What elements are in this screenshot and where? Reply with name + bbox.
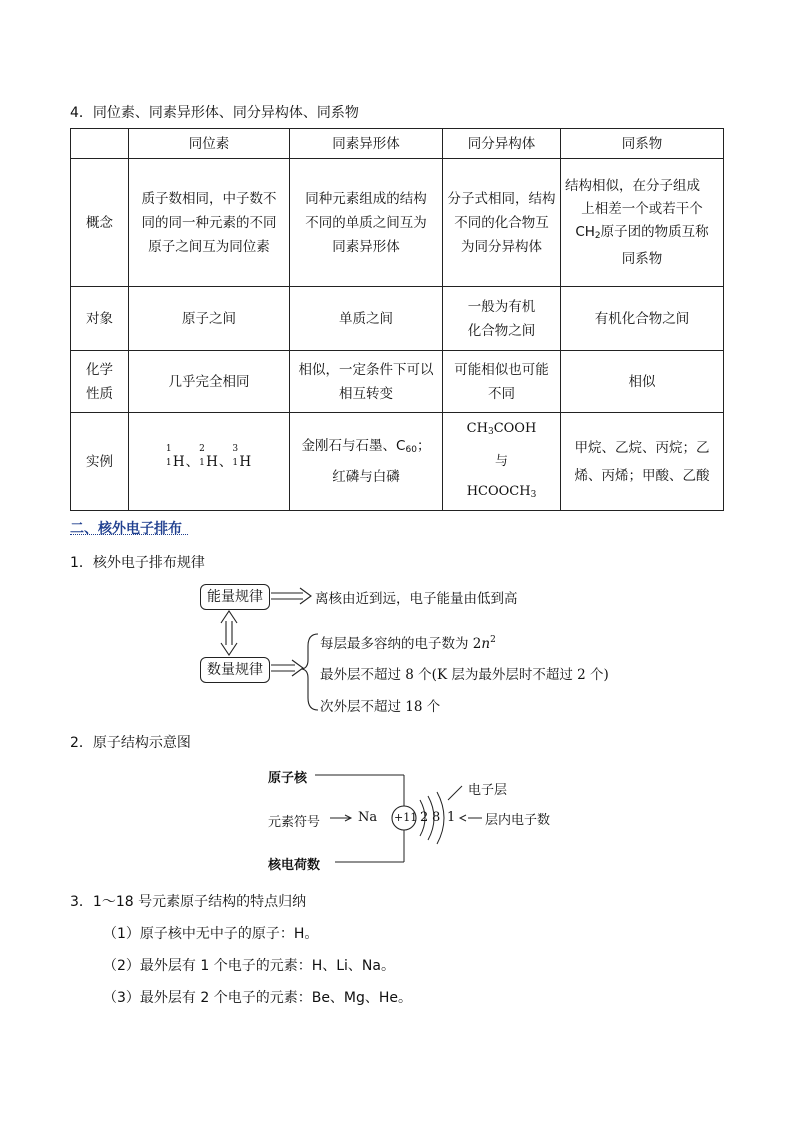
cell-concept-allotrope: 同种元素组成的结构 不同的单质之间互为 同素异形体: [290, 159, 443, 287]
shell-count-1: 2: [420, 810, 429, 825]
shell-count-3: 1: [447, 810, 456, 825]
cell-example-isotope: 1 1 H、 2 1 H、 3 1 H: [129, 413, 290, 511]
item-3-heading: 3．1～18 号元素原子结构的特点归纳: [70, 894, 307, 910]
item-2-heading: 2．原子结构示意图: [70, 735, 191, 751]
shell-label: 电子层: [468, 783, 508, 798]
row-label-chem: 化学 性质: [71, 351, 129, 413]
element-symbol: Na: [358, 810, 378, 825]
nucleus-label: 原子核: [268, 771, 308, 786]
cell-concept-isomer: 分子式相同，结构 不同的化合物互 为同分异构体: [443, 159, 561, 287]
cell-example-allotrope: 金刚石与石墨、$C_{60}$； 红磷与白磷: [290, 413, 443, 511]
row-label-object: 对象: [71, 287, 129, 351]
header-allotrope: 同素异形体: [290, 129, 443, 159]
cell-chem-isotope: 几乎完全相同: [129, 351, 290, 413]
section-heading-4: 4．同位素、同素异形体、同分异构体、同系物: [70, 105, 359, 121]
cell-object-allotrope: 单质之间: [290, 287, 443, 351]
shell-count-2: 8: [432, 810, 441, 825]
cell-chem-allotrope: 相似，一定条件下可以 相互转变: [290, 351, 443, 413]
section-heading-electron: 二、核外电子排布: [70, 521, 182, 537]
cell-object-isomer: 一般为有机 化合物之间: [443, 287, 561, 351]
cell-concept-homolog: 结构相似，在分子组成 上相差一个或若干个 $CH_2$原子团的物质互称 同系物: [561, 159, 724, 287]
isotope-h1: 1 1 H: [165, 443, 185, 470]
cell-concept-isotope: 质子数相同，中子数不 同的同一种元素的不同 原子之间互为同位素: [129, 159, 290, 287]
row-label-example: 实例: [71, 413, 129, 511]
energy-rule-box: 能量规律: [200, 584, 270, 610]
isotope-h3: 3 1 H: [232, 443, 252, 470]
cell-chem-isomer: 可能相似也可能 不同: [443, 351, 561, 413]
cell-example-isomer: $CH_3COOH$ 与 $HCOOCH_3$: [443, 413, 561, 511]
row-label-concept: 概念: [71, 159, 129, 287]
header-isomer: 同分异构体: [443, 129, 561, 159]
point-3: （3）最外层有 2 个电子的元素：Be、Mg、He。: [103, 990, 413, 1006]
quantity-rule-3: 次外层不超过 18 个: [320, 699, 441, 715]
header-isotope: 同位素: [129, 129, 290, 159]
cell-chem-homolog: 相似: [561, 351, 724, 413]
count-label: 层内电子数: [485, 813, 551, 828]
symbol-label: 元素符号: [268, 815, 321, 830]
item-1-heading: 1．核外电子排布规律: [70, 555, 205, 571]
energy-rule-text: 离核由近到远，电子能量由低到高: [315, 591, 518, 607]
header-homolog: 同系物: [561, 129, 724, 159]
charge-label: 核电荷数: [268, 858, 321, 873]
quantity-rule-box: 数量规律: [200, 657, 270, 683]
nucleus-charge: +11: [394, 811, 418, 824]
cell-example-homolog: 甲烷、乙烷、丙烷；乙 烯、丙烯；甲酸、乙酸: [561, 413, 724, 511]
cell-object-isotope: 原子之间: [129, 287, 290, 351]
quantity-rule-2: 最外层不超过 8 个(K 层为最外层时不超过 2 个): [320, 667, 609, 683]
quantity-rule-1: 每层最多容纳的电子数为 $2n^2$: [320, 635, 496, 652]
cell-object-homolog: 有机化合物之间: [561, 287, 724, 351]
point-2: （2）最外层有 1 个电子的元素：H、Li、Na。: [103, 958, 395, 974]
point-1: （1）原子核中无中子的原子：H。: [103, 926, 319, 942]
isotope-h2: 2 1 H: [199, 443, 218, 470]
